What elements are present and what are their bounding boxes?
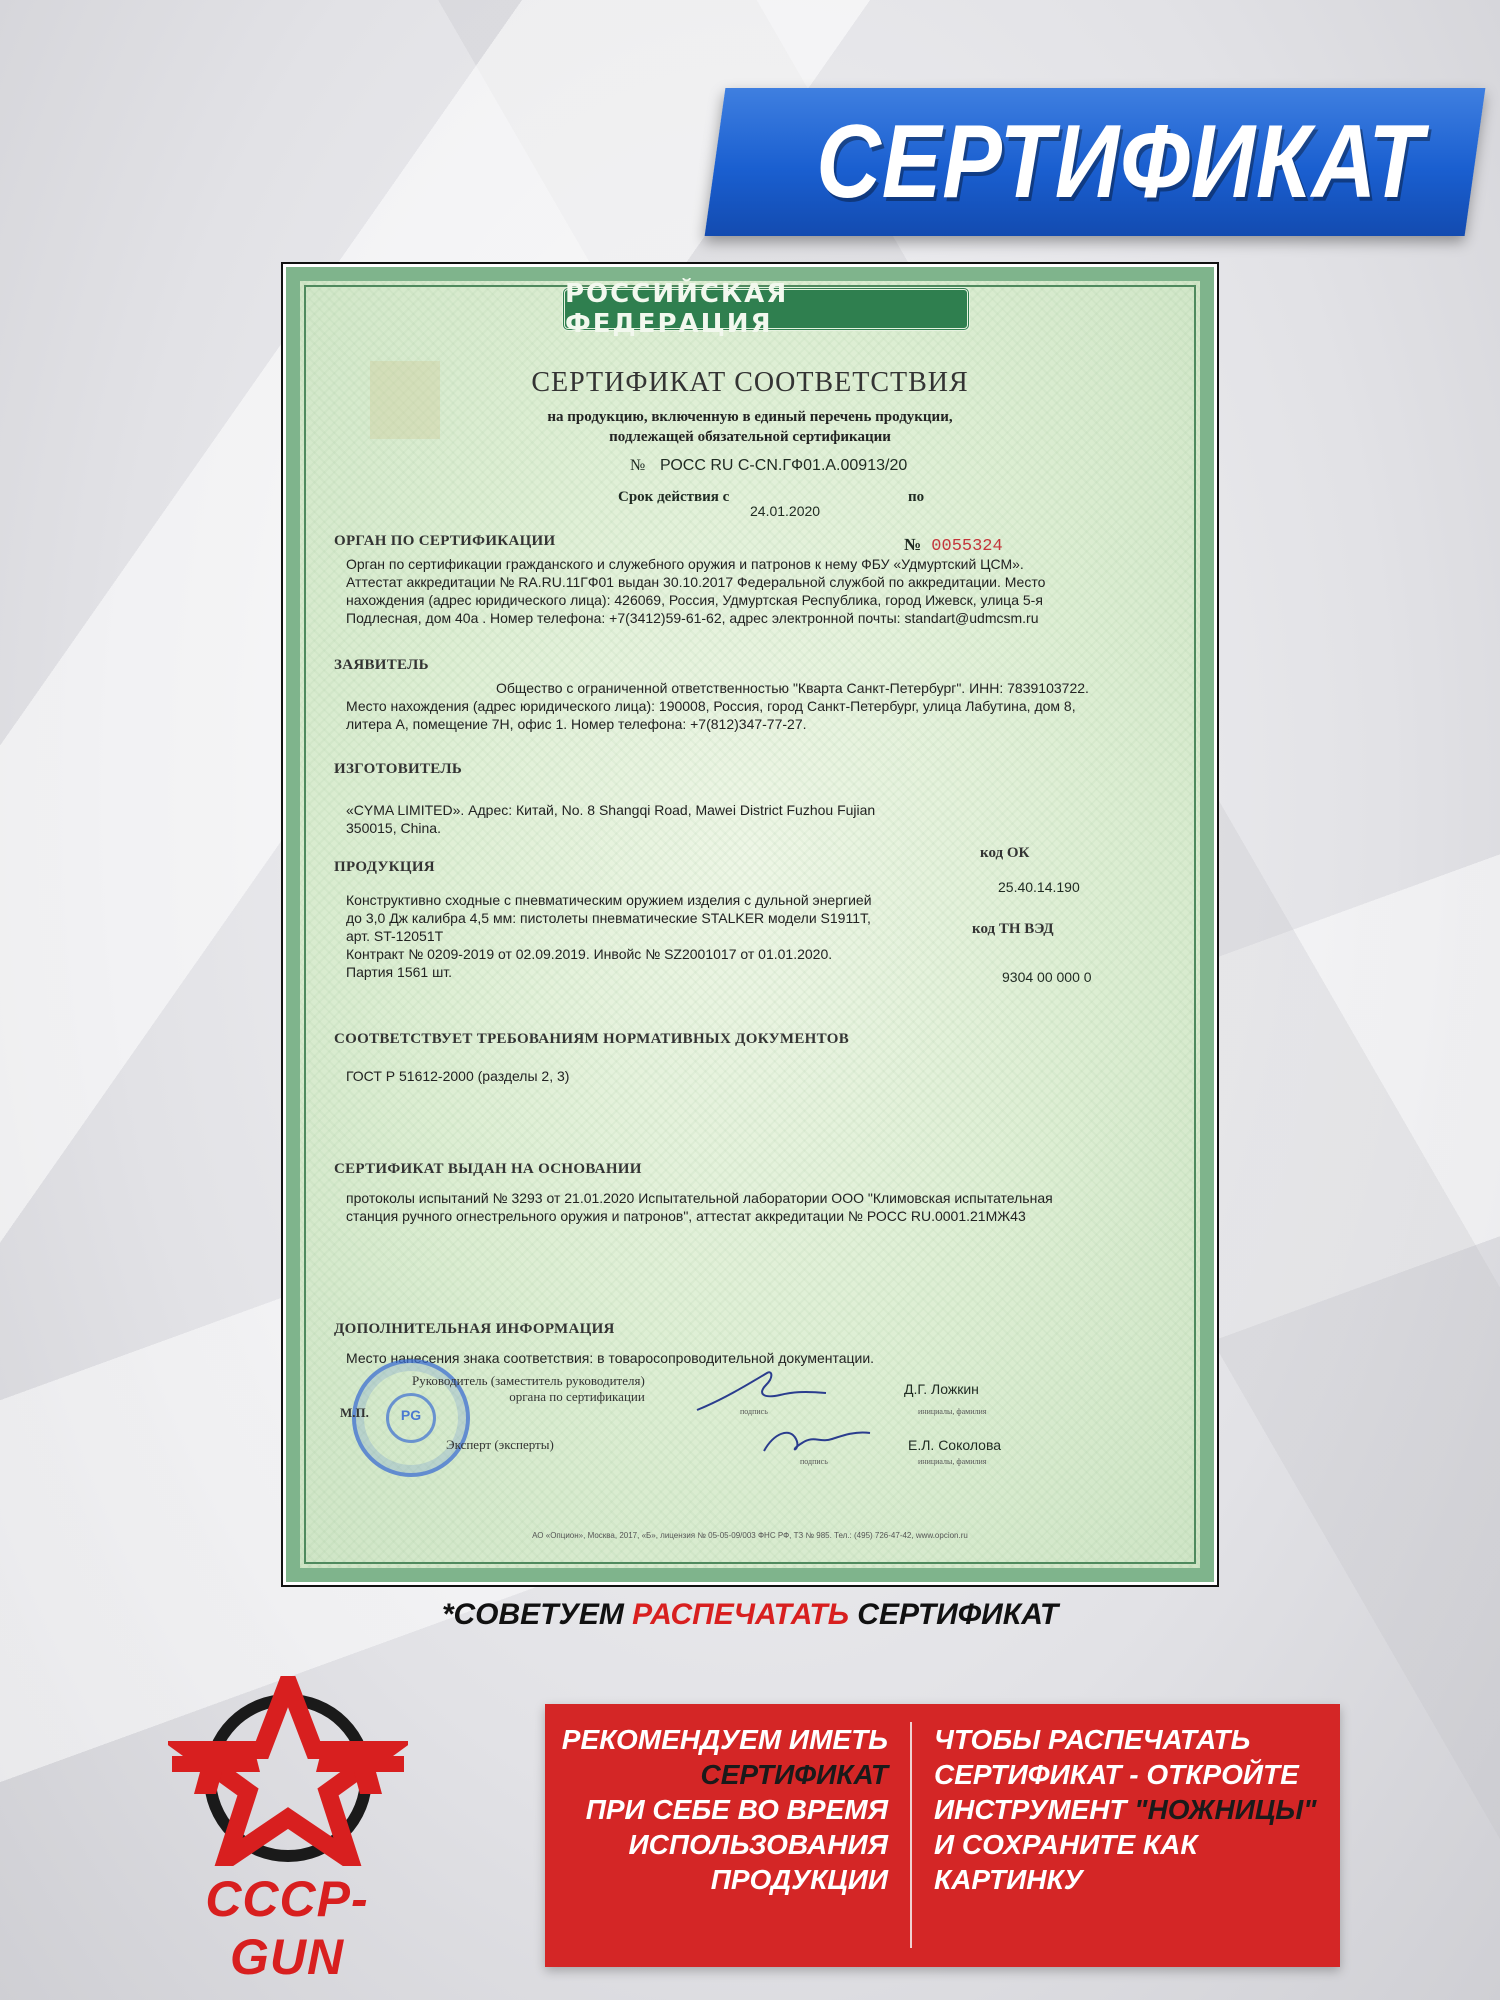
info-box-left bbox=[560, 1722, 888, 1897]
text-span: ИНСТРУМЕНТ bbox=[934, 1794, 1135, 1825]
head-name: Д.Г. Ложкин bbox=[904, 1381, 979, 1397]
print-advice bbox=[0, 1598, 1500, 1632]
text-line: ИСПОЛЬЗОВАНИЯ bbox=[628, 1829, 888, 1860]
text-line: органа по сертификации bbox=[509, 1389, 645, 1404]
mp-label: М.П. bbox=[340, 1405, 369, 1420]
text-line: ЧТОБЫ РАСПЕЧАТАТЬ bbox=[934, 1724, 1251, 1755]
text-line: станция ручного огнестрельного оружия и патронов", аттестат аккредитации № РОСС RU.0001.21МЖ43 bbox=[346, 1208, 1026, 1224]
text-line: литера А, помещение 7Н, офис 1. Номер телефона: +7(812)347-77-27. bbox=[346, 716, 807, 732]
serial-value: 0055324 bbox=[931, 537, 1003, 556]
text-line: Партия 1561 шт. bbox=[346, 964, 453, 980]
text-line: Аттестат аккредитации № RA.RU.11ГФ01 выдан 30.10.2017 Федеральной службой по аккредитации. Место bbox=[346, 574, 1046, 590]
red-star-pistols-icon bbox=[168, 1676, 408, 1866]
text-line: Общество с ограниченной ответственностью "Кварта Санкт-Петербург". ИНН: 7839103722. bbox=[496, 680, 1089, 696]
serial-number bbox=[904, 535, 1003, 556]
expert-label: Эксперт (эксперты) bbox=[446, 1437, 554, 1452]
text-line: ПРИ СЕБЕ ВО ВРЕМЯ bbox=[585, 1794, 888, 1825]
expert-name: Е.Л. Соколова bbox=[908, 1437, 1002, 1453]
advice-highlight: РАСПЕЧАТАТЬ bbox=[632, 1598, 849, 1631]
validity-label: Срок действия с bbox=[618, 489, 730, 505]
subtitle-line: подлежащей обязательной сертификации bbox=[609, 429, 891, 445]
section-heading-product: ПРОДУКЦИЯ bbox=[334, 859, 435, 875]
advice-suffix: СЕРТИФИКАТ bbox=[848, 1598, 1059, 1631]
applicant-text bbox=[346, 679, 1196, 733]
text-line: арт. ST-12051T bbox=[346, 928, 444, 944]
stamp-mark: PG bbox=[400, 1407, 422, 1423]
text-line: протоколы испытаний № 3293 от 21.01.2020 Испытательной лаборатории ООО "Климовская испытательная bbox=[346, 1190, 1053, 1206]
text-line bbox=[934, 1792, 1334, 1827]
manufacturer-text bbox=[346, 801, 986, 837]
validity-from: 24.01.2020 bbox=[750, 503, 821, 519]
text-line: нахождения (адрес юридического лица): 426069, Россия, Удмуртская Республика, город Ижевск, улица 5-я bbox=[346, 592, 1043, 608]
signature-caption: подпись bbox=[800, 1457, 828, 1466]
ok-code: 25.40.14.190 bbox=[998, 879, 1080, 895]
text-line: Орган по сертификации гражданского и служебного оружия и патронов к нему ФБУ «Удмуртский ЦСМ». bbox=[346, 556, 1024, 572]
section-heading-extra: ДОПОЛНИТЕЛЬНАЯ ИНФОРМАЦИЯ bbox=[334, 1321, 615, 1337]
text-line: И СОХРАНИТЕ КАК bbox=[934, 1829, 1198, 1860]
text-line: РЕКОМЕНДУЕМ ИМЕТЬ bbox=[561, 1724, 888, 1755]
section-heading-norms: СООТВЕТСТВУЕТ ТРЕБОВАНИЯМ НОРМАТИВНЫХ ДОКУМЕНТОВ bbox=[334, 1031, 850, 1047]
info-box-right bbox=[934, 1722, 1334, 1897]
certificate-subtitle bbox=[300, 407, 1200, 447]
text-line: Руководитель (заместитель руководителя) bbox=[412, 1373, 645, 1388]
section-heading-body: ОРГАН ПО СЕРТИФИКАЦИИ bbox=[334, 533, 556, 549]
section-heading-manufacturer: ИЗГОТОВИТЕЛЬ bbox=[334, 761, 463, 777]
text-line: КАРТИНКУ bbox=[934, 1864, 1083, 1895]
subtitle-line: на продукцию, включенную в единый перечень продукции, bbox=[547, 409, 953, 425]
expert-signature bbox=[756, 1413, 876, 1463]
certificate bbox=[286, 267, 1214, 1582]
text-line: Место нахождения (адрес юридического лица): 190008, Россия, город Санкт-Петербург, улица Лабутина, дом 8, bbox=[346, 698, 1076, 714]
info-box-divider bbox=[910, 1722, 912, 1948]
text-line: Подлесная, дом 40а . Номер телефона: +7(3412)59-61-62, адрес электронной почты: standart@udmcsm.ru bbox=[346, 610, 1039, 626]
text-line: Конструктивно сходные с пневматическим оружием изделия с дульной энергией bbox=[346, 892, 872, 908]
text-line: до 3,0 Дж калибра 4,5 мм: пистолеты пневматические STALKER модели S1911T, bbox=[346, 910, 871, 926]
signature-caption: подпись bbox=[740, 1407, 768, 1416]
text-line: ПРОДУКЦИИ bbox=[710, 1864, 888, 1895]
certificate-number: РОСС RU С-CN.ГФ01.А.00913/20 bbox=[660, 457, 908, 474]
serial-prefix: № bbox=[904, 535, 922, 554]
initials-caption: инициалы, фамилия bbox=[918, 1457, 987, 1466]
body-text bbox=[346, 555, 1176, 627]
advice-prefix: *СОВЕТУЕМ bbox=[441, 1598, 633, 1631]
tnved-label: код ТН ВЭД bbox=[972, 921, 1054, 937]
logo-text: CCCP-GUN bbox=[205, 1871, 369, 1985]
text-line: 350015, China. bbox=[346, 820, 441, 836]
text-line: «CYMA LIMITED». Адрес: Китай, No. 8 Shangqi Road, Mawei District Fuzhou Fujian bbox=[346, 802, 876, 818]
validity-to-label: по bbox=[908, 489, 925, 505]
text-line: СЕРТИФИКАТ bbox=[700, 1759, 888, 1790]
printer-line: АО «Опцион», Москва, 2017, «Б», лицензия № 05-05-09/003 ФНС РФ, ТЗ № 985. Тел.: (495) 726-47-42, www.opcion.ru bbox=[532, 1531, 968, 1540]
certificate-title: СЕРТИФИКАТ СООТВЕТСТВИЯ bbox=[531, 367, 969, 398]
section-heading-basis: СЕРТИФИКАТ ВЫДАН НА ОСНОВАНИИ bbox=[334, 1161, 642, 1177]
section-heading-applicant: ЗАЯВИТЕЛЬ bbox=[334, 657, 429, 673]
title-banner: СЕРТИФИКАТ bbox=[816, 103, 1424, 220]
country-plate: РОССИЙСКАЯ ФЕДЕРАЦИЯ bbox=[562, 287, 970, 331]
text-line: СЕРТИФИКАТ - ОТКРОЙТЕ bbox=[934, 1759, 1299, 1790]
basis-text bbox=[346, 1189, 1196, 1225]
extra-text: Место нанесения знака соответствия: в товаросопроводительной документации. bbox=[346, 1350, 875, 1366]
norms-text: ГОСТ Р 51612-2000 (разделы 2, 3) bbox=[346, 1068, 570, 1084]
certificate-frame bbox=[281, 262, 1219, 1587]
text-line: Контракт № 0209-2019 от 02.09.2019. Инвойс № SZ2001017 от 01.01.2020. bbox=[346, 946, 833, 962]
head-label bbox=[412, 1373, 645, 1405]
number-label: № bbox=[630, 457, 646, 474]
ok-code-label: код ОК bbox=[980, 845, 1030, 861]
text-span: "НОЖНИЦЫ" bbox=[1134, 1794, 1317, 1825]
tnved-code: 9304 00 000 0 bbox=[1002, 969, 1092, 985]
product-text bbox=[346, 891, 966, 981]
initials-caption: инициалы, фамилия bbox=[918, 1407, 987, 1416]
